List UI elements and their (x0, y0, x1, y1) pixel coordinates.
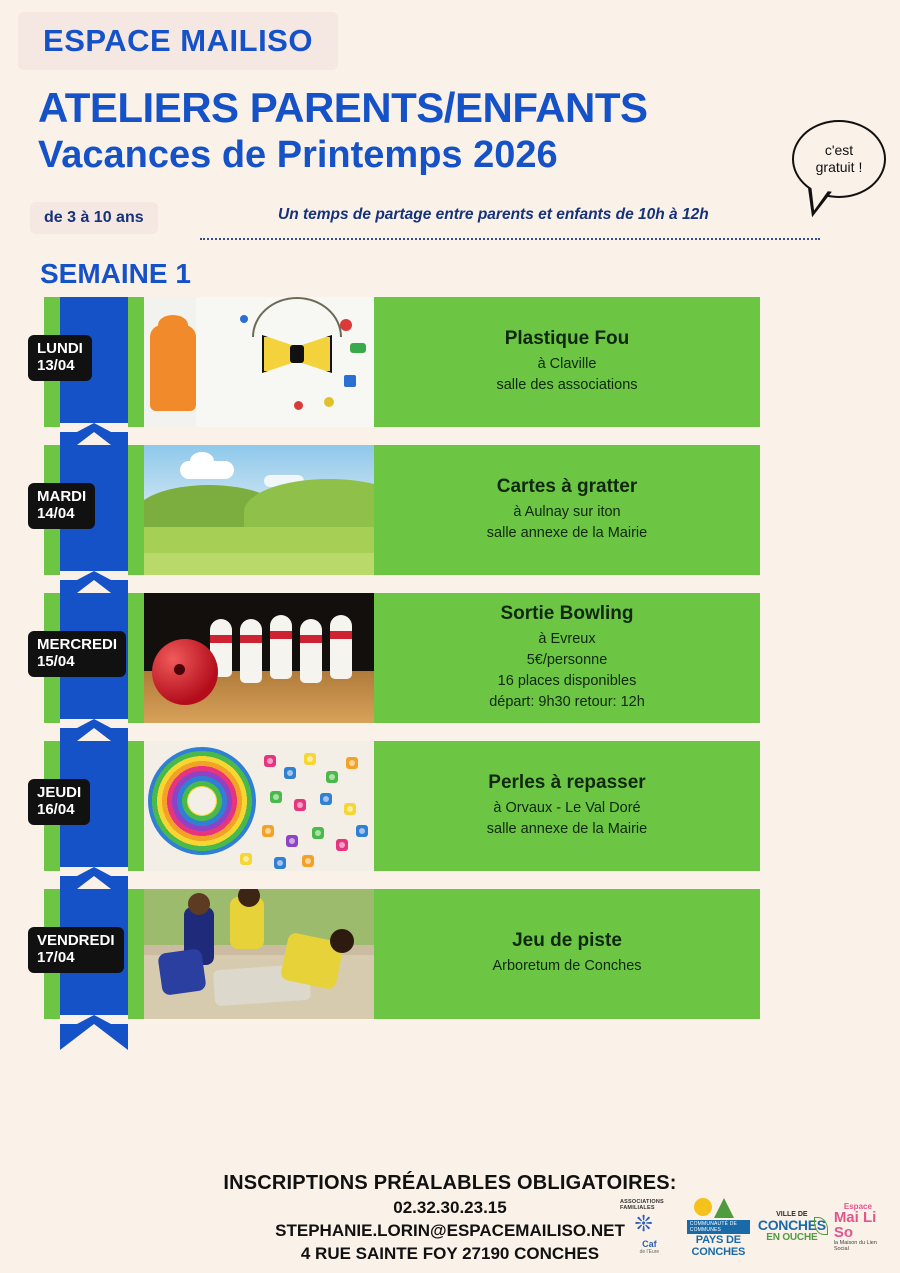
day-name: MARDI (37, 488, 87, 505)
bubble-line-2: gratuit ! (815, 159, 863, 175)
phone-number: 02.32.30.23.15 (393, 1198, 507, 1217)
espace-logo-t2: Mai Li So (833, 1209, 877, 1241)
pays-logo-main2: CONCHES (691, 1246, 746, 1258)
day-tag (28, 779, 90, 825)
activity-line: salle annexe de la Mairie (486, 525, 648, 541)
activity-title: Perles à repasser (488, 771, 646, 793)
week-title: SEMAINE 1 (40, 258, 191, 289)
schedule-row (37, 593, 760, 723)
espace-mailiso-logo (834, 1202, 882, 1252)
schedule-row (37, 889, 760, 1019)
schedule-row (37, 445, 760, 575)
pays-logo-bar: COMMUNAUTÉ DE COMMUNES (687, 1220, 750, 1234)
jeu-de-piste-photo (144, 889, 374, 1019)
perles-a-repasser-photo (144, 741, 374, 871)
activity-details (374, 889, 760, 1019)
activity-line: Arboretum de Conches (492, 958, 642, 975)
espace-mailiso-badge (18, 12, 338, 70)
activity-title: Cartes à gratter (496, 475, 638, 497)
pays-de-conches-logo (687, 1196, 750, 1258)
day-name: VENDREDI (37, 932, 115, 949)
activity-details (374, 297, 760, 427)
bowling-photo (144, 593, 374, 723)
pays-logo-main: PAYS DE (695, 1234, 741, 1246)
registration-notice: INSCRIPTIONS PRÉALABLES OBLIGATOIRES: (223, 1172, 677, 1194)
activity-title: Plastique Fou (504, 327, 630, 349)
activity-line: 5€/personne (526, 651, 608, 668)
free-speech-bubble (792, 120, 886, 198)
activity-line: à Orvaux - Le Val Doré (493, 799, 641, 816)
bubble-line-1: c'est (824, 141, 854, 158)
ville-de-conches-logo (758, 1211, 826, 1243)
caf-logo-top: ASSOCIATIONS FAMILIALES (620, 1199, 664, 1211)
day-date: 13/04 (37, 357, 75, 375)
activity-line: à Evreux (538, 630, 596, 647)
day-date: 14/04 (37, 505, 75, 523)
plastique-fou-necklace-photo (144, 297, 374, 427)
caf-logo (620, 1199, 679, 1255)
espace-logo-t1: Espace (843, 1202, 872, 1212)
schedule-row (37, 741, 760, 871)
activity-details (374, 593, 760, 723)
caf-logo-main: Caf (642, 1239, 657, 1249)
schedule-list (37, 297, 760, 1037)
page-subtitle: Vacances de Printemps 2026 (38, 134, 558, 176)
day-date: 17/04 (37, 949, 75, 967)
snowflake-icon: ❊ (634, 1211, 653, 1236)
day-tag (28, 483, 95, 529)
day-name: JEUDI (37, 784, 82, 801)
conches-logo-t2: CONCHES (757, 1217, 826, 1233)
activity-line: à Claville (537, 355, 597, 372)
conches-logo-t1: VILLE DE (776, 1211, 808, 1218)
tagline: Un temps de partage entre parents et enfants de 10h à 12h (278, 206, 709, 223)
speech-bubble-tail-icon (804, 188, 832, 219)
postal-address: 4 RUE SAINTE FOY 27190 CONCHES (300, 1244, 600, 1263)
activity-line: salle des associations (496, 377, 638, 393)
day-tag (28, 335, 92, 381)
activity-title: Jeu de piste (512, 930, 622, 952)
sun-tree-icon (690, 1196, 746, 1220)
dotted-divider (200, 238, 820, 240)
activity-title: Sortie Bowling (500, 602, 634, 624)
activity-line: départ: 9h30 retour: 12h (489, 694, 645, 711)
day-tag (28, 927, 124, 973)
espace-logo-t3: la Maison du Lien Social (833, 1239, 877, 1252)
activity-line: 16 places disponibles (497, 673, 637, 689)
caf-logo-sub: de l'Eure (639, 1249, 660, 1255)
activity-line: à Aulnay sur iton (513, 503, 621, 520)
day-tag (28, 631, 126, 677)
partner-logos (620, 1196, 882, 1258)
espace-mailiso-label: ESPACE MAILISO (43, 23, 313, 58)
day-name: LUNDI (37, 340, 83, 357)
conches-logo-t3: EN OUCHE (766, 1232, 818, 1243)
landscape-photo (144, 445, 374, 575)
day-date: 15/04 (37, 653, 75, 671)
day-name: MERCREDI (37, 636, 118, 653)
page-title: ATELIERS PARENTS/ENFANTS (38, 84, 648, 131)
age-range-badge: de 3 à 10 ans (30, 202, 158, 234)
email-address: STEPHANIE.LORIN@ESPACEMAILISO.NET (275, 1221, 625, 1240)
activity-line: salle annexe de la Mairie (486, 821, 648, 837)
day-date: 16/04 (37, 801, 75, 819)
schedule-row (37, 297, 760, 427)
activity-details (374, 741, 760, 871)
activity-details (374, 445, 760, 575)
